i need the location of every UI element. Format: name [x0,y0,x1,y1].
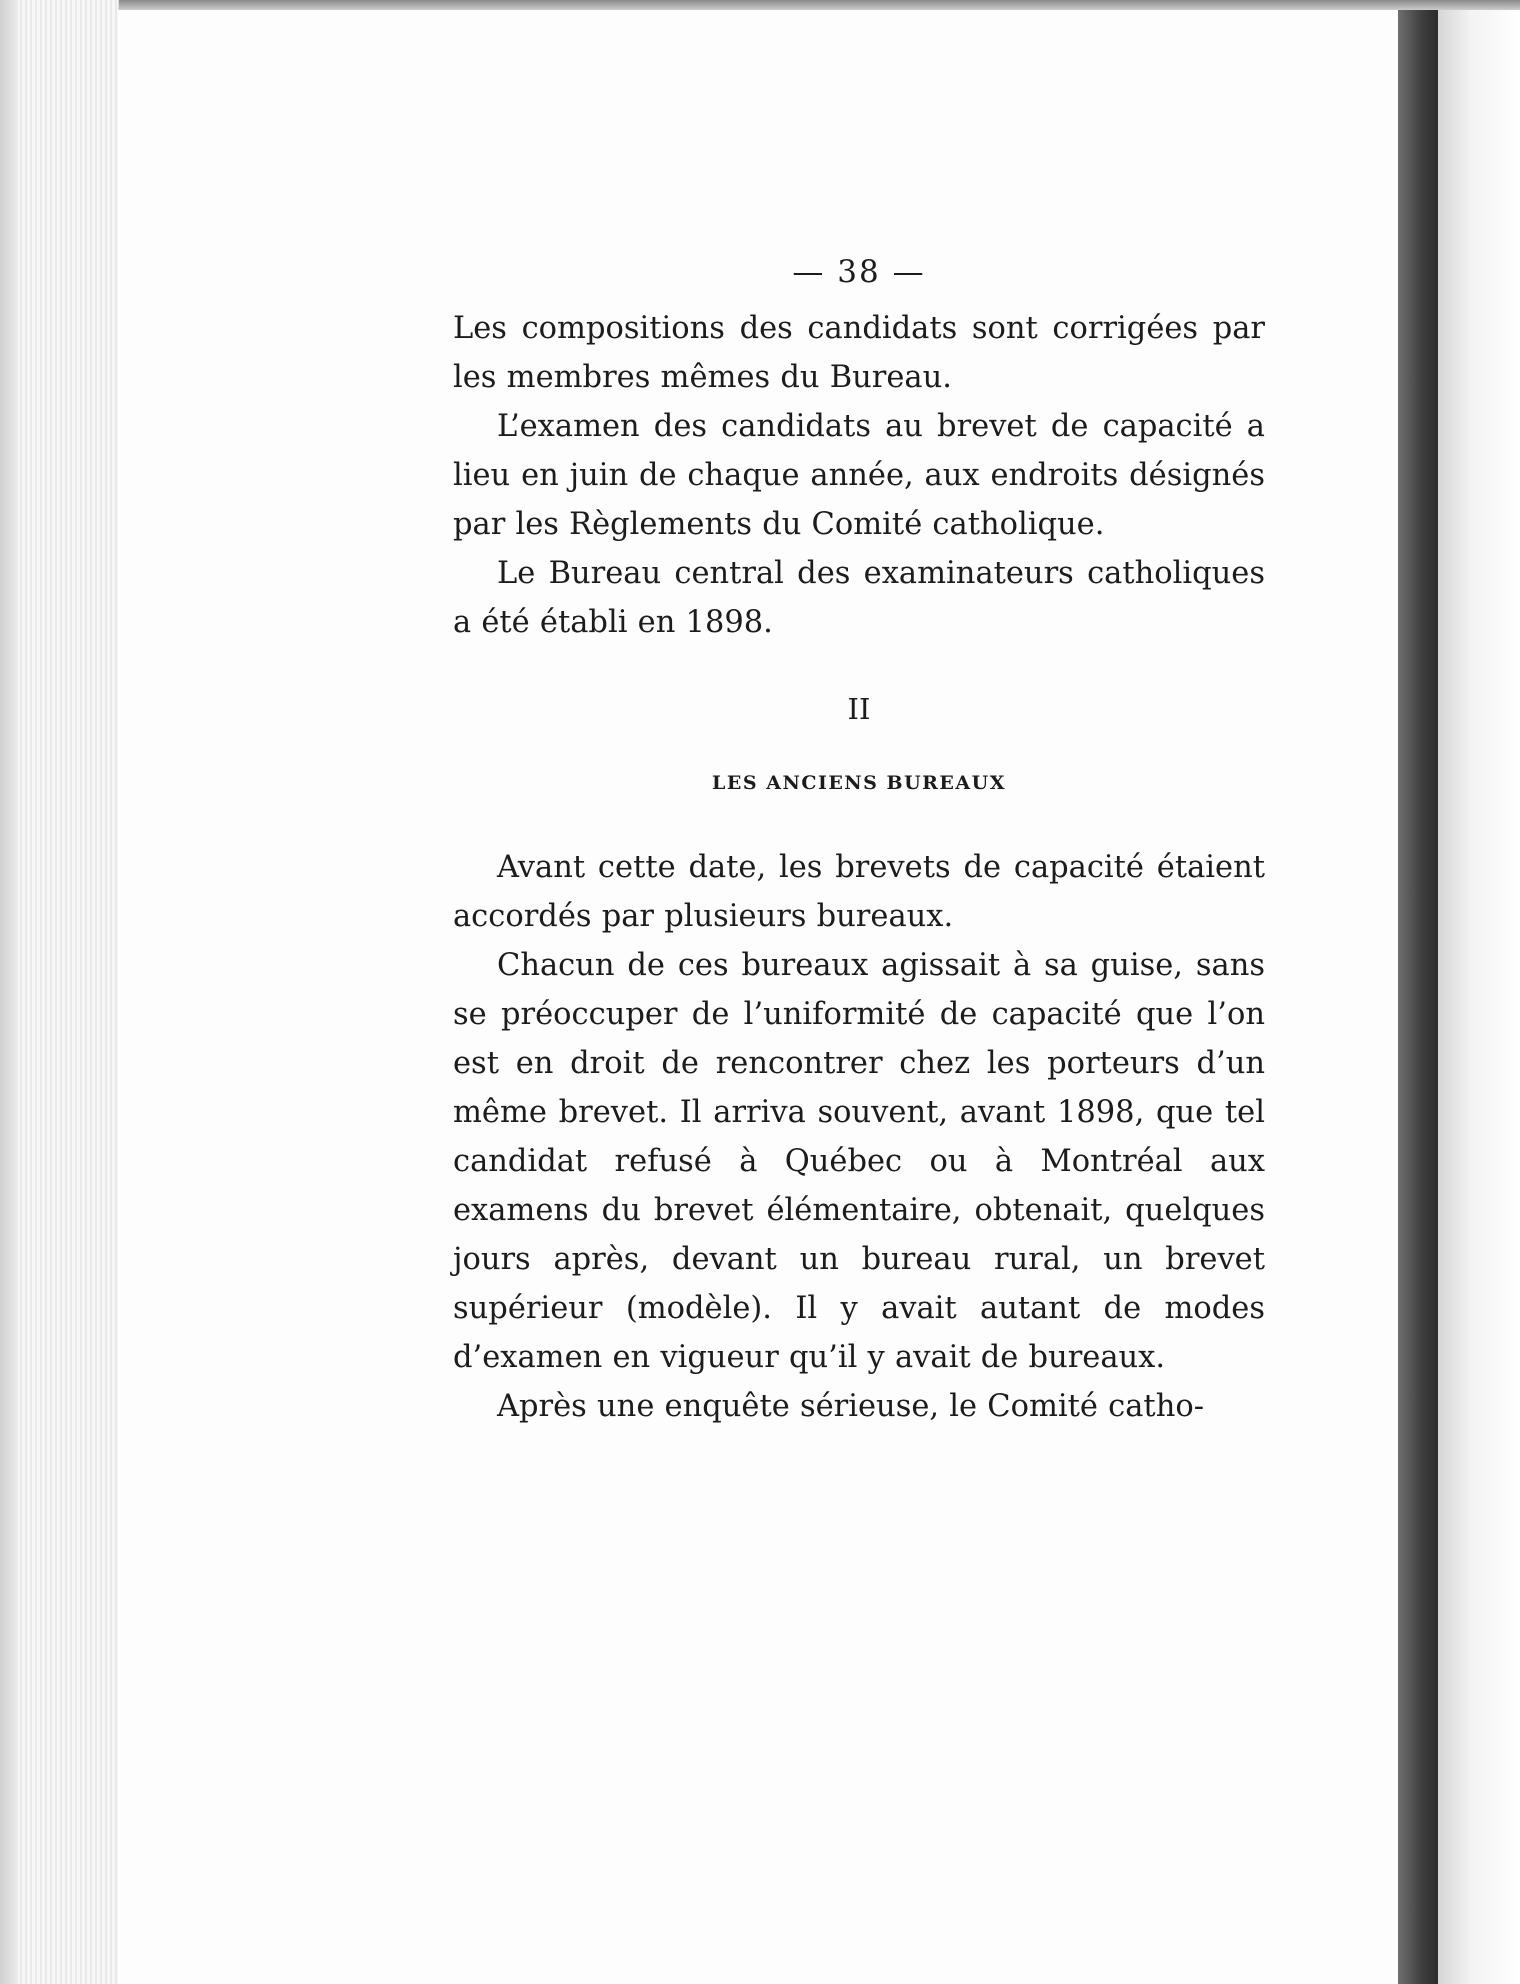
paragraph-exam-schedule: L’examen des candidats au brevet de capacité a lieu en juin de chaque année, aux endroits désignés par les Règlements du Comité catholique. [453,409,1265,542]
book-leaf-edges [0,0,119,1984]
book-gutter [1398,10,1438,1984]
paragraph-inquiry: Après une enquête sérieuse, le Comité catho- [497,1389,1205,1424]
page-number: — 38 — [792,254,926,290]
paragraph-corrections: Les compositions des candidats sont corrigées par les membres mêmes du Bureau. [453,311,1265,395]
section-number: II [847,692,871,726]
section-title: LES ANCIENS BUREAUX [712,772,1006,794]
paragraph-bureau-established: Le Bureau central des examinateurs catholiques a été établi en 1898. [453,556,1265,640]
opposite-page-edge [1438,10,1520,1984]
paragraph-each-bureau: Chacun de ces bureaux agissait à sa guise, sans se préoccuper de l’uniformité de capacité que l’on est en droit de rencontrer chez les porteurs d’un même brevet. Il arriva souvent, avant 1898, que tel candidat refusé à Québec ou à Montréal aux examens du brevet élémentaire, obtenait, quelques jours après, devant un bureau rural, un brevet supérieur (modèle). Il y avait autant de modes d’examen en vigueur qu’il y avait de bureaux. [453,948,1265,1375]
text-block [453,250,1265,1431]
paragraph-before-date: Avant cette date, les brevets de capacité étaient accordés par plusieurs bureaux. [453,850,1265,934]
